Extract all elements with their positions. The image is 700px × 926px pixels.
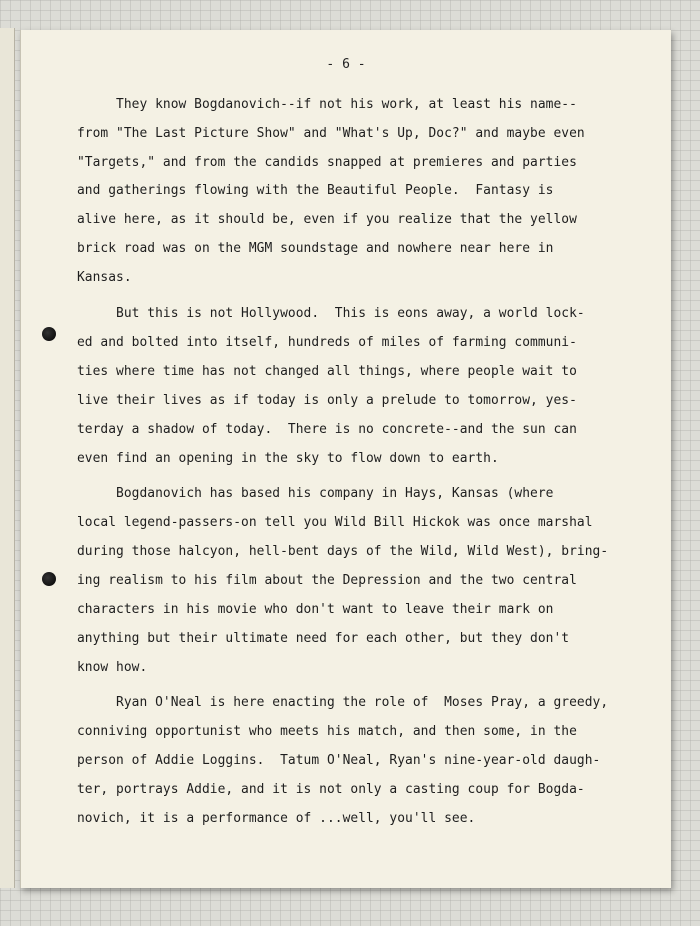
text-line: novich, it is a performance of ...well, you'll see. bbox=[77, 811, 476, 826]
text-line: characters in his movie who don't want to leave their mark on bbox=[77, 602, 554, 617]
text-line: ter, portrays Addie, and it is not only a casting coup for Bogda- bbox=[77, 782, 585, 797]
text-line: even find an opening in the sky to flow down to earth. bbox=[77, 451, 499, 466]
text-line: live their lives as if today is only a prelude to tomorrow, yes- bbox=[77, 393, 577, 408]
text-line: But this is not Hollywood. This is eons away, a world lock- bbox=[77, 306, 585, 321]
text-line: Bogdanovich has based his company in Hays, Kansas (where bbox=[77, 486, 554, 501]
text-line: Kansas. bbox=[77, 270, 132, 285]
underlying-page-edge bbox=[0, 28, 15, 888]
punch-hole-bottom bbox=[42, 572, 56, 586]
punch-hole-top bbox=[42, 327, 56, 341]
text-line: Ryan O'Neal is here enacting the role of Moses Pray, a greedy, bbox=[77, 695, 609, 710]
text-line: person of Addie Loggins. Tatum O'Neal, Ryan's nine-year-old daugh- bbox=[77, 753, 601, 768]
text-line: from "The Last Picture Show" and "What's Up, Doc?" and maybe even bbox=[77, 126, 585, 141]
page-number: - 6 - bbox=[326, 57, 366, 72]
text-line: ties where time has not changed all things, where people wait to bbox=[77, 364, 577, 379]
text-line: "Targets," and from the candids snapped at premieres and parties bbox=[77, 155, 577, 170]
document-page bbox=[20, 30, 671, 888]
text-line: during those halcyon, hell-bent days of the Wild, Wild West), bring- bbox=[77, 544, 609, 559]
text-line: and gatherings flowing with the Beautiful People. Fantasy is bbox=[77, 183, 554, 198]
text-line: local legend-passers-on tell you Wild Bill Hickok was once marshal bbox=[77, 515, 593, 530]
text-line: alive here, as it should be, even if you realize that the yellow bbox=[77, 212, 577, 227]
text-line: conniving opportunist who meets his match, and then some, in the bbox=[77, 724, 577, 739]
text-line: know how. bbox=[77, 660, 148, 675]
text-line: ed and bolted into itself, hundreds of miles of farming communi- bbox=[77, 335, 577, 350]
text-line: terday a shadow of today. There is no concrete--and the sun can bbox=[77, 422, 577, 437]
text-line: They know Bogdanovich--if not his work, at least his name-- bbox=[77, 97, 577, 112]
text-line: anything but their ultimate need for each other, but they don't bbox=[77, 631, 570, 646]
text-line: brick road was on the MGM soundstage and nowhere near here in bbox=[77, 241, 554, 256]
text-line: ing realism to his film about the Depression and the two central bbox=[77, 573, 577, 588]
